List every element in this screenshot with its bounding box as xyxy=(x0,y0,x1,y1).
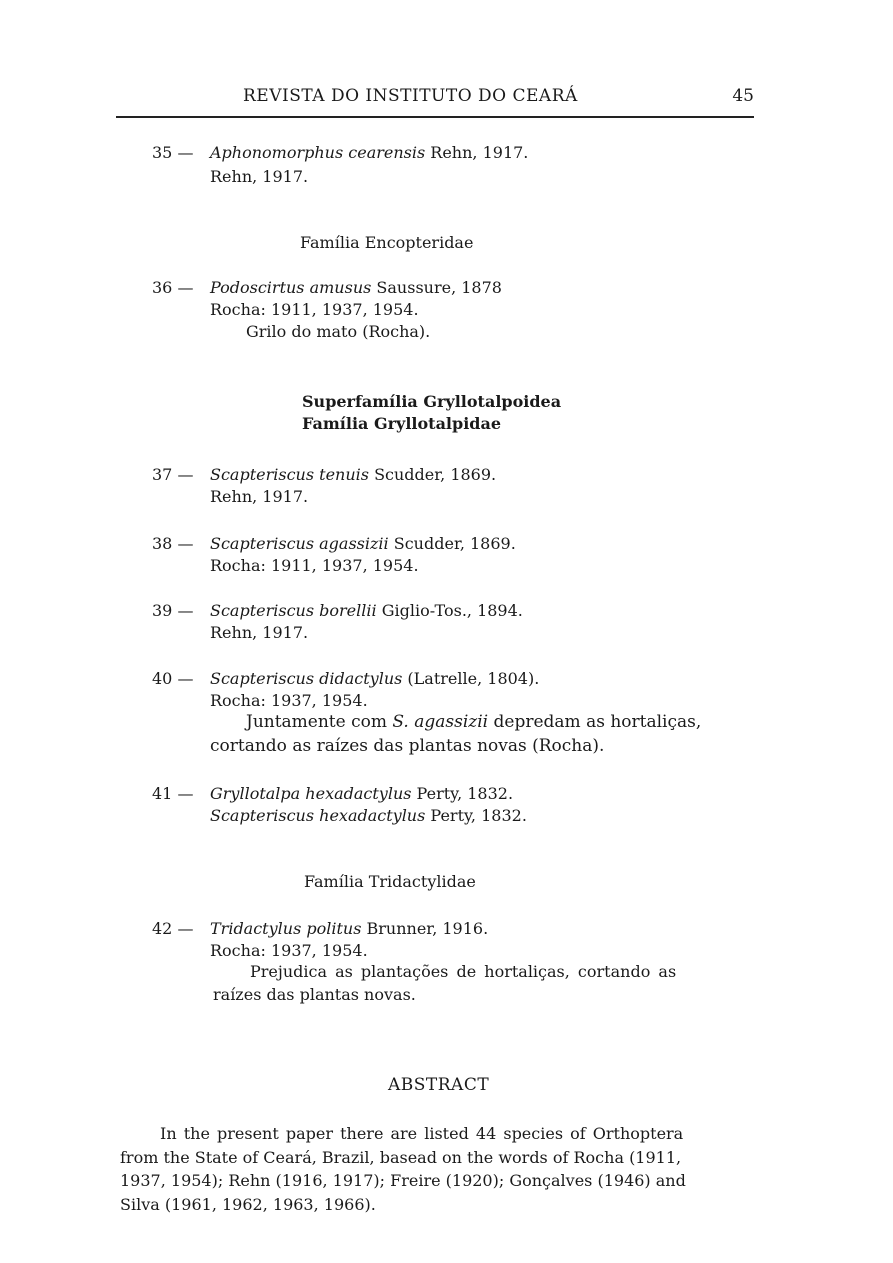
reference-line: Rehn, 1917. xyxy=(210,623,309,642)
running-header xyxy=(116,86,756,110)
note-line: Prejudica as plantações de hortaliças, cortando as xyxy=(250,962,677,981)
reference-line: Rehn, 1917. xyxy=(210,487,309,506)
species-author: Brunner, 1916. xyxy=(361,919,489,938)
abstract-line: from the State of Ceará, Brazil, basead on the words of Rocha (1911, xyxy=(120,1148,682,1167)
header-rule xyxy=(116,116,754,118)
entry-number: 38 — xyxy=(152,534,194,553)
species-name: Scapteriscus didactylus xyxy=(210,669,403,688)
entry-number: 42 — xyxy=(152,919,194,938)
reference-line: Rocha: 1911, 1937, 1954. xyxy=(210,556,419,575)
entry-number: 37 — xyxy=(152,465,194,484)
species-author: Scudder, 1869. xyxy=(368,465,497,484)
note-line: Grilo do mato (Rocha). xyxy=(246,322,431,341)
note-line: cortando as raízes das plantas novas (Rocha). xyxy=(210,736,605,756)
species-author: Perty, 1832. xyxy=(411,784,514,803)
reference-line: Rocha: 1937, 1954. xyxy=(210,691,368,710)
entry-number: 36 — xyxy=(152,278,194,297)
species-name: Tridactylus politus xyxy=(210,919,362,938)
species-name: Podoscirtus amusus xyxy=(210,278,372,297)
superfamily-heading: Superfamília Gryllotalpoidea xyxy=(302,392,562,411)
species-name-line xyxy=(210,464,496,486)
abstract-line: 1937, 1954); Rehn (1916, 1917); Freire (1920); Gonçalves (1946) and xyxy=(120,1171,686,1190)
entry-number: 35 — xyxy=(152,143,194,162)
note-line: raízes das plantas novas. xyxy=(213,985,416,1004)
species-name-line xyxy=(210,277,502,299)
reference-line: Rocha: 1937, 1954. xyxy=(210,941,368,960)
species-name-line xyxy=(210,783,513,805)
synonym-line xyxy=(210,805,527,827)
entry-number: 39 — xyxy=(152,601,194,620)
abstract-line: Silva (1961, 1962, 1963, 1966). xyxy=(120,1195,376,1214)
species-author: (Latrelle, 1804). xyxy=(402,669,540,688)
species-name-line xyxy=(210,668,539,690)
species-name-line xyxy=(210,533,516,555)
species-author: Giglio-Tos., 1894. xyxy=(376,601,523,620)
journal-title: REVISTA DO INSTITUTO DO CEARÁ xyxy=(243,86,578,106)
entry-number: 40 — xyxy=(152,669,194,688)
entry-number: 41 — xyxy=(152,784,194,803)
species-name-line xyxy=(210,600,523,622)
synonym-name: Scapteriscus hexadactylus xyxy=(210,806,426,825)
species-author: Rehn, 1917. xyxy=(425,143,529,162)
species-name: Scapteriscus agassizii xyxy=(210,534,389,553)
species-name: Aphonomorphus cearensis xyxy=(210,143,426,162)
page-number: 45 xyxy=(732,86,754,106)
species-name: Scapteriscus borellii xyxy=(210,601,377,620)
abstract-line: In the present paper there are listed 44 species of Orthoptera xyxy=(160,1124,684,1143)
family-heading: Família Encopteridae xyxy=(300,233,474,252)
note-line: Juntamente com S. agassizii depredam as hortaliças, xyxy=(246,712,702,732)
species-name-line xyxy=(210,918,488,940)
species-author: Saussure, 1878 xyxy=(371,278,502,297)
abstract-heading: ABSTRACT xyxy=(388,1075,490,1095)
species-name: Scapteriscus tenuis xyxy=(210,465,369,484)
reference-line: Rehn, 1917. xyxy=(210,167,309,186)
species-name: Gryllotalpa hexadactylus xyxy=(210,784,412,803)
species-name-line xyxy=(210,142,528,164)
family-heading: Família Gryllotalpidae xyxy=(302,414,502,433)
family-heading: Família Tridactylidae xyxy=(304,872,476,891)
synonym-author: Perty, 1832. xyxy=(425,806,527,825)
species-author: Scudder, 1869. xyxy=(388,534,516,553)
reference-line: Rocha: 1911, 1937, 1954. xyxy=(210,300,419,319)
